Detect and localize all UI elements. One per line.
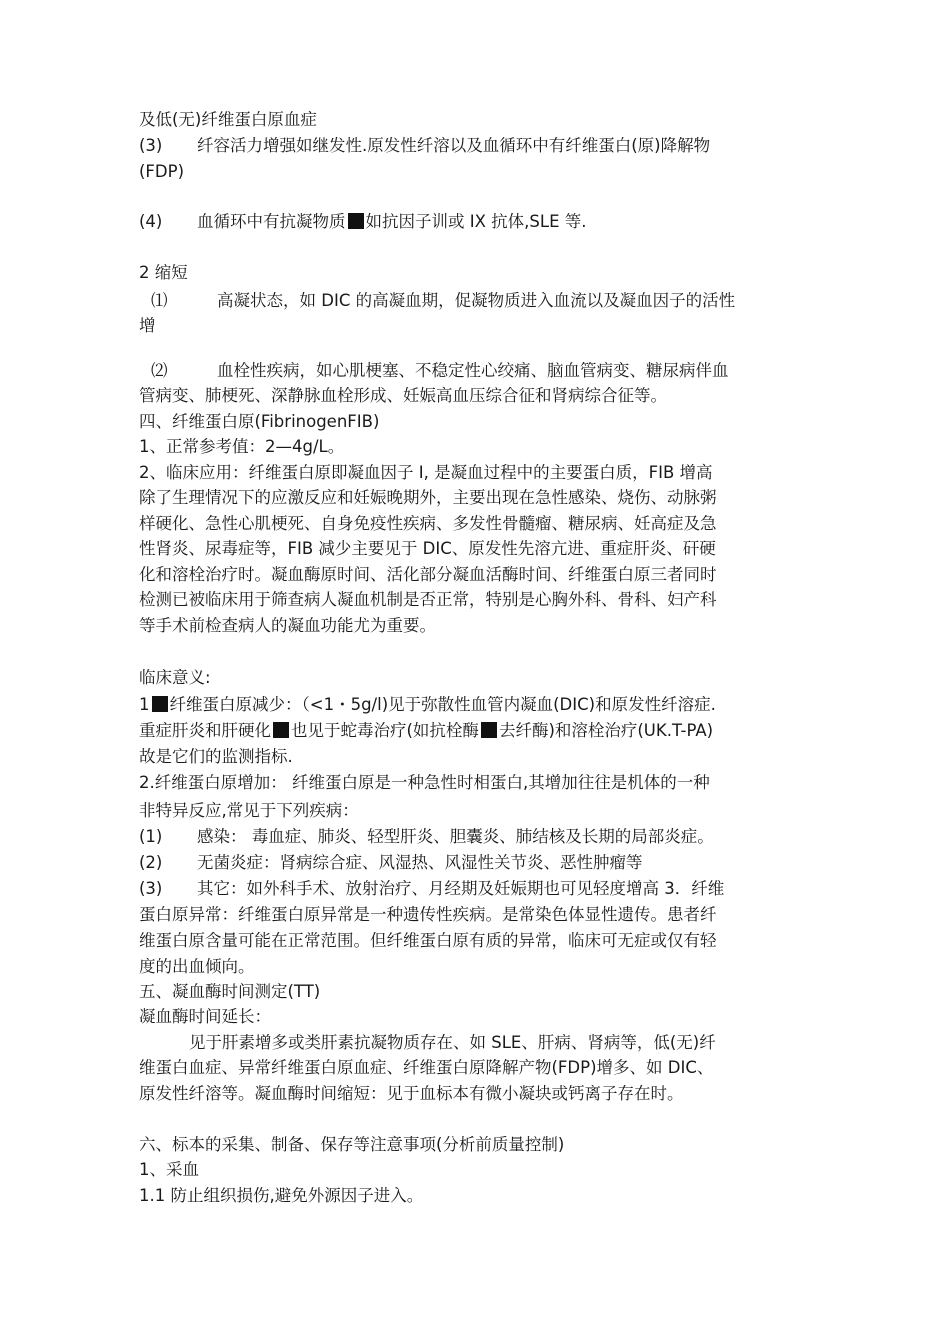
line-text: 高凝状态，如 DIC 的高凝血期，促凝物质进入血流以及凝血因子的活性 bbox=[217, 291, 736, 310]
list-number: (3) bbox=[139, 879, 163, 898]
line-text: 样硬化、急性心肌梗死、自身免疫性疾病、多发性骨髓瘤、糖尿病、妊高症及急 bbox=[139, 514, 717, 533]
line-text: 血循环中有抗凝物质 bbox=[197, 212, 346, 231]
line-text: 见于肝素增多或类肝素抗凝物质存在、如 SLE、肝病、肾病等，低(无)纤 bbox=[189, 1033, 716, 1052]
text-line bbox=[139, 1133, 812, 1157]
text-line bbox=[139, 512, 812, 536]
line-text: 血栓性疾病，如心肌梗塞、不稳定性心绞痛、脑血管病变、糖尿病伴血 bbox=[217, 361, 729, 380]
line-text: 故是它们的监测指标. bbox=[139, 747, 293, 766]
text-line bbox=[139, 563, 812, 587]
text-line bbox=[139, 314, 812, 338]
section-heading: 2 缩短 bbox=[139, 263, 188, 282]
line-text: 感染： 毒血症、肺炎、轻型肝炎、胆囊炎、肺结核及长期的局部炎症。 bbox=[197, 827, 714, 846]
line-text: 纤容活力增强如继发性.原发性纤溶以及血循环中有纤维蛋白(原)降解物 bbox=[197, 136, 711, 155]
line-text: 化和溶栓治疗时。凝血酶原时间、活化部分凝血活酶时间、纤维蛋白原三者同时 bbox=[139, 565, 717, 584]
line-text: 等手术前检查病人的凝血功能尤为重要。 bbox=[139, 616, 436, 635]
line-text: 维蛋白血症、异常纤维蛋白原血症、纤维蛋白原降解产物(FDP)增多、如 DIC、 bbox=[139, 1058, 714, 1077]
text-line bbox=[139, 1031, 812, 1055]
text-line bbox=[139, 825, 812, 849]
text-line bbox=[139, 903, 812, 927]
text-line bbox=[139, 719, 812, 743]
line-text: 重症肝炎和肝硬化 bbox=[139, 721, 271, 740]
line-text: 原发性纤溶等。凝血酶时间缩短：见于血标本有微小凝块或钙离子存在时。 bbox=[139, 1084, 684, 1103]
line-text: 1、正常参考值：2—4g/L。 bbox=[139, 437, 345, 456]
line-text: 去纤酶)和溶栓治疗(UK.T-PA) bbox=[498, 721, 714, 740]
list-number: (1) bbox=[139, 827, 163, 846]
line-text: 1 bbox=[139, 695, 150, 714]
text-line bbox=[139, 980, 812, 1004]
text-line bbox=[139, 1158, 812, 1182]
text-line bbox=[139, 1005, 812, 1029]
text-line bbox=[139, 1184, 812, 1208]
text-line bbox=[139, 160, 812, 184]
text-line bbox=[139, 1082, 812, 1106]
section-heading: 六、标本的采集、制备、保存等注意事项(分析前质量控制) bbox=[139, 1135, 565, 1154]
line-text: 增 bbox=[139, 316, 156, 335]
line-text: 2、临床应用：纤维蛋白原即凝血因子 I, 是凝血过程中的主要蛋白质，FIB 增高 bbox=[139, 463, 713, 482]
text-line bbox=[139, 745, 812, 769]
text-line bbox=[139, 929, 812, 953]
line-text: 检测已被临床用于筛查病人凝血机制是否正常，特别是心胸外科、骨科、妇产科 bbox=[139, 590, 717, 609]
list-number: (2) bbox=[139, 853, 163, 872]
list-number: (3) bbox=[139, 136, 163, 155]
text-line bbox=[139, 851, 812, 875]
line-text: 纤维蛋白原减少：（<1・5g/l)见于弥散性血管内凝血(DIC)和原发性纤溶症. bbox=[169, 695, 716, 714]
line-text: 凝血酶时间延长： bbox=[139, 1007, 271, 1026]
text-line bbox=[139, 108, 812, 132]
line-text: 度的出血倾向。 bbox=[139, 957, 255, 976]
text-line bbox=[139, 384, 812, 408]
line-text: 如抗因子训或 IX 抗体,SLE 等. bbox=[365, 212, 587, 231]
line-text: 非特异反应,常见于下列疾病： bbox=[139, 801, 359, 820]
text-line bbox=[139, 134, 812, 158]
line-text: 除了生理情况下的应激反应和妊娠晚期外，主要出现在急性感染、烧伤、动脉粥 bbox=[139, 488, 717, 507]
section-heading: 五、凝血酶时间测定(TT) bbox=[139, 982, 321, 1001]
list-number: ⑵ bbox=[151, 361, 168, 380]
text-line bbox=[139, 877, 812, 901]
line-text: 蛋白原异常：纤维蛋白原异常是一种遗传性疾病。是常染色体显性遗传。患者纤 bbox=[139, 905, 717, 924]
text-line bbox=[139, 289, 812, 313]
text-line bbox=[139, 461, 812, 485]
text-line bbox=[139, 537, 812, 561]
text-line bbox=[139, 666, 812, 690]
black-square-glyph bbox=[273, 722, 289, 738]
black-square-glyph bbox=[481, 722, 497, 738]
text-line bbox=[139, 588, 812, 612]
line-text: 管病变、肺梗死、深静脉血栓形成、妊娠高血压综合征和肾病综合征等。 bbox=[139, 386, 667, 405]
text-line bbox=[139, 410, 812, 434]
section-heading: 四、纤维蛋白原(FibrinogenFIB) bbox=[139, 412, 380, 431]
line-text: 2.纤维蛋白原增加： 纤维蛋白原是一种急性时相蛋白,其增加往往是机体的一种 bbox=[139, 773, 710, 792]
line-text: 1、采血 bbox=[139, 1160, 199, 1179]
line-text: 1.1 防止组织损伤,避免外源因子进入。 bbox=[139, 1186, 424, 1205]
text-line bbox=[139, 1056, 812, 1080]
text-line bbox=[139, 955, 812, 979]
text-line bbox=[139, 261, 812, 285]
line-text: 性肾炎、尿毒症等，FIB 减少主要见于 DIC、原发性先溶亢进、重症肝炎、矸硬 bbox=[139, 539, 716, 558]
black-square-glyph bbox=[152, 696, 168, 712]
text-line bbox=[139, 614, 812, 638]
line-text: (FDP) bbox=[139, 162, 185, 181]
line-text: 及低(无)纤维蛋白原血症 bbox=[139, 110, 317, 129]
text-line bbox=[139, 359, 812, 383]
section-heading: 临床意义: bbox=[139, 668, 211, 687]
line-text: 无菌炎症：肾病综合症、风湿热、风湿性关节炎、恶性肿瘤等 bbox=[197, 853, 643, 872]
line-text: 也见于蛇毒治疗(如抗栓酶 bbox=[291, 721, 479, 740]
text-line bbox=[139, 799, 812, 823]
list-number: (4) bbox=[139, 212, 163, 231]
line-text: 维蛋白原含量可能在正常范围。但纤维蛋白原有质的异常，临床可无症或仅有轻 bbox=[139, 931, 717, 950]
black-square-glyph bbox=[348, 213, 364, 229]
list-number: ⑴ bbox=[151, 291, 168, 310]
text-line bbox=[139, 210, 812, 234]
text-line bbox=[139, 486, 812, 510]
line-text: 其它：如外科手术、放射治疗、月经期及妊娠期也可见轻度增高 3．纤维 bbox=[197, 879, 725, 898]
text-line bbox=[139, 435, 812, 459]
text-line bbox=[139, 771, 812, 795]
text-line bbox=[139, 693, 812, 717]
